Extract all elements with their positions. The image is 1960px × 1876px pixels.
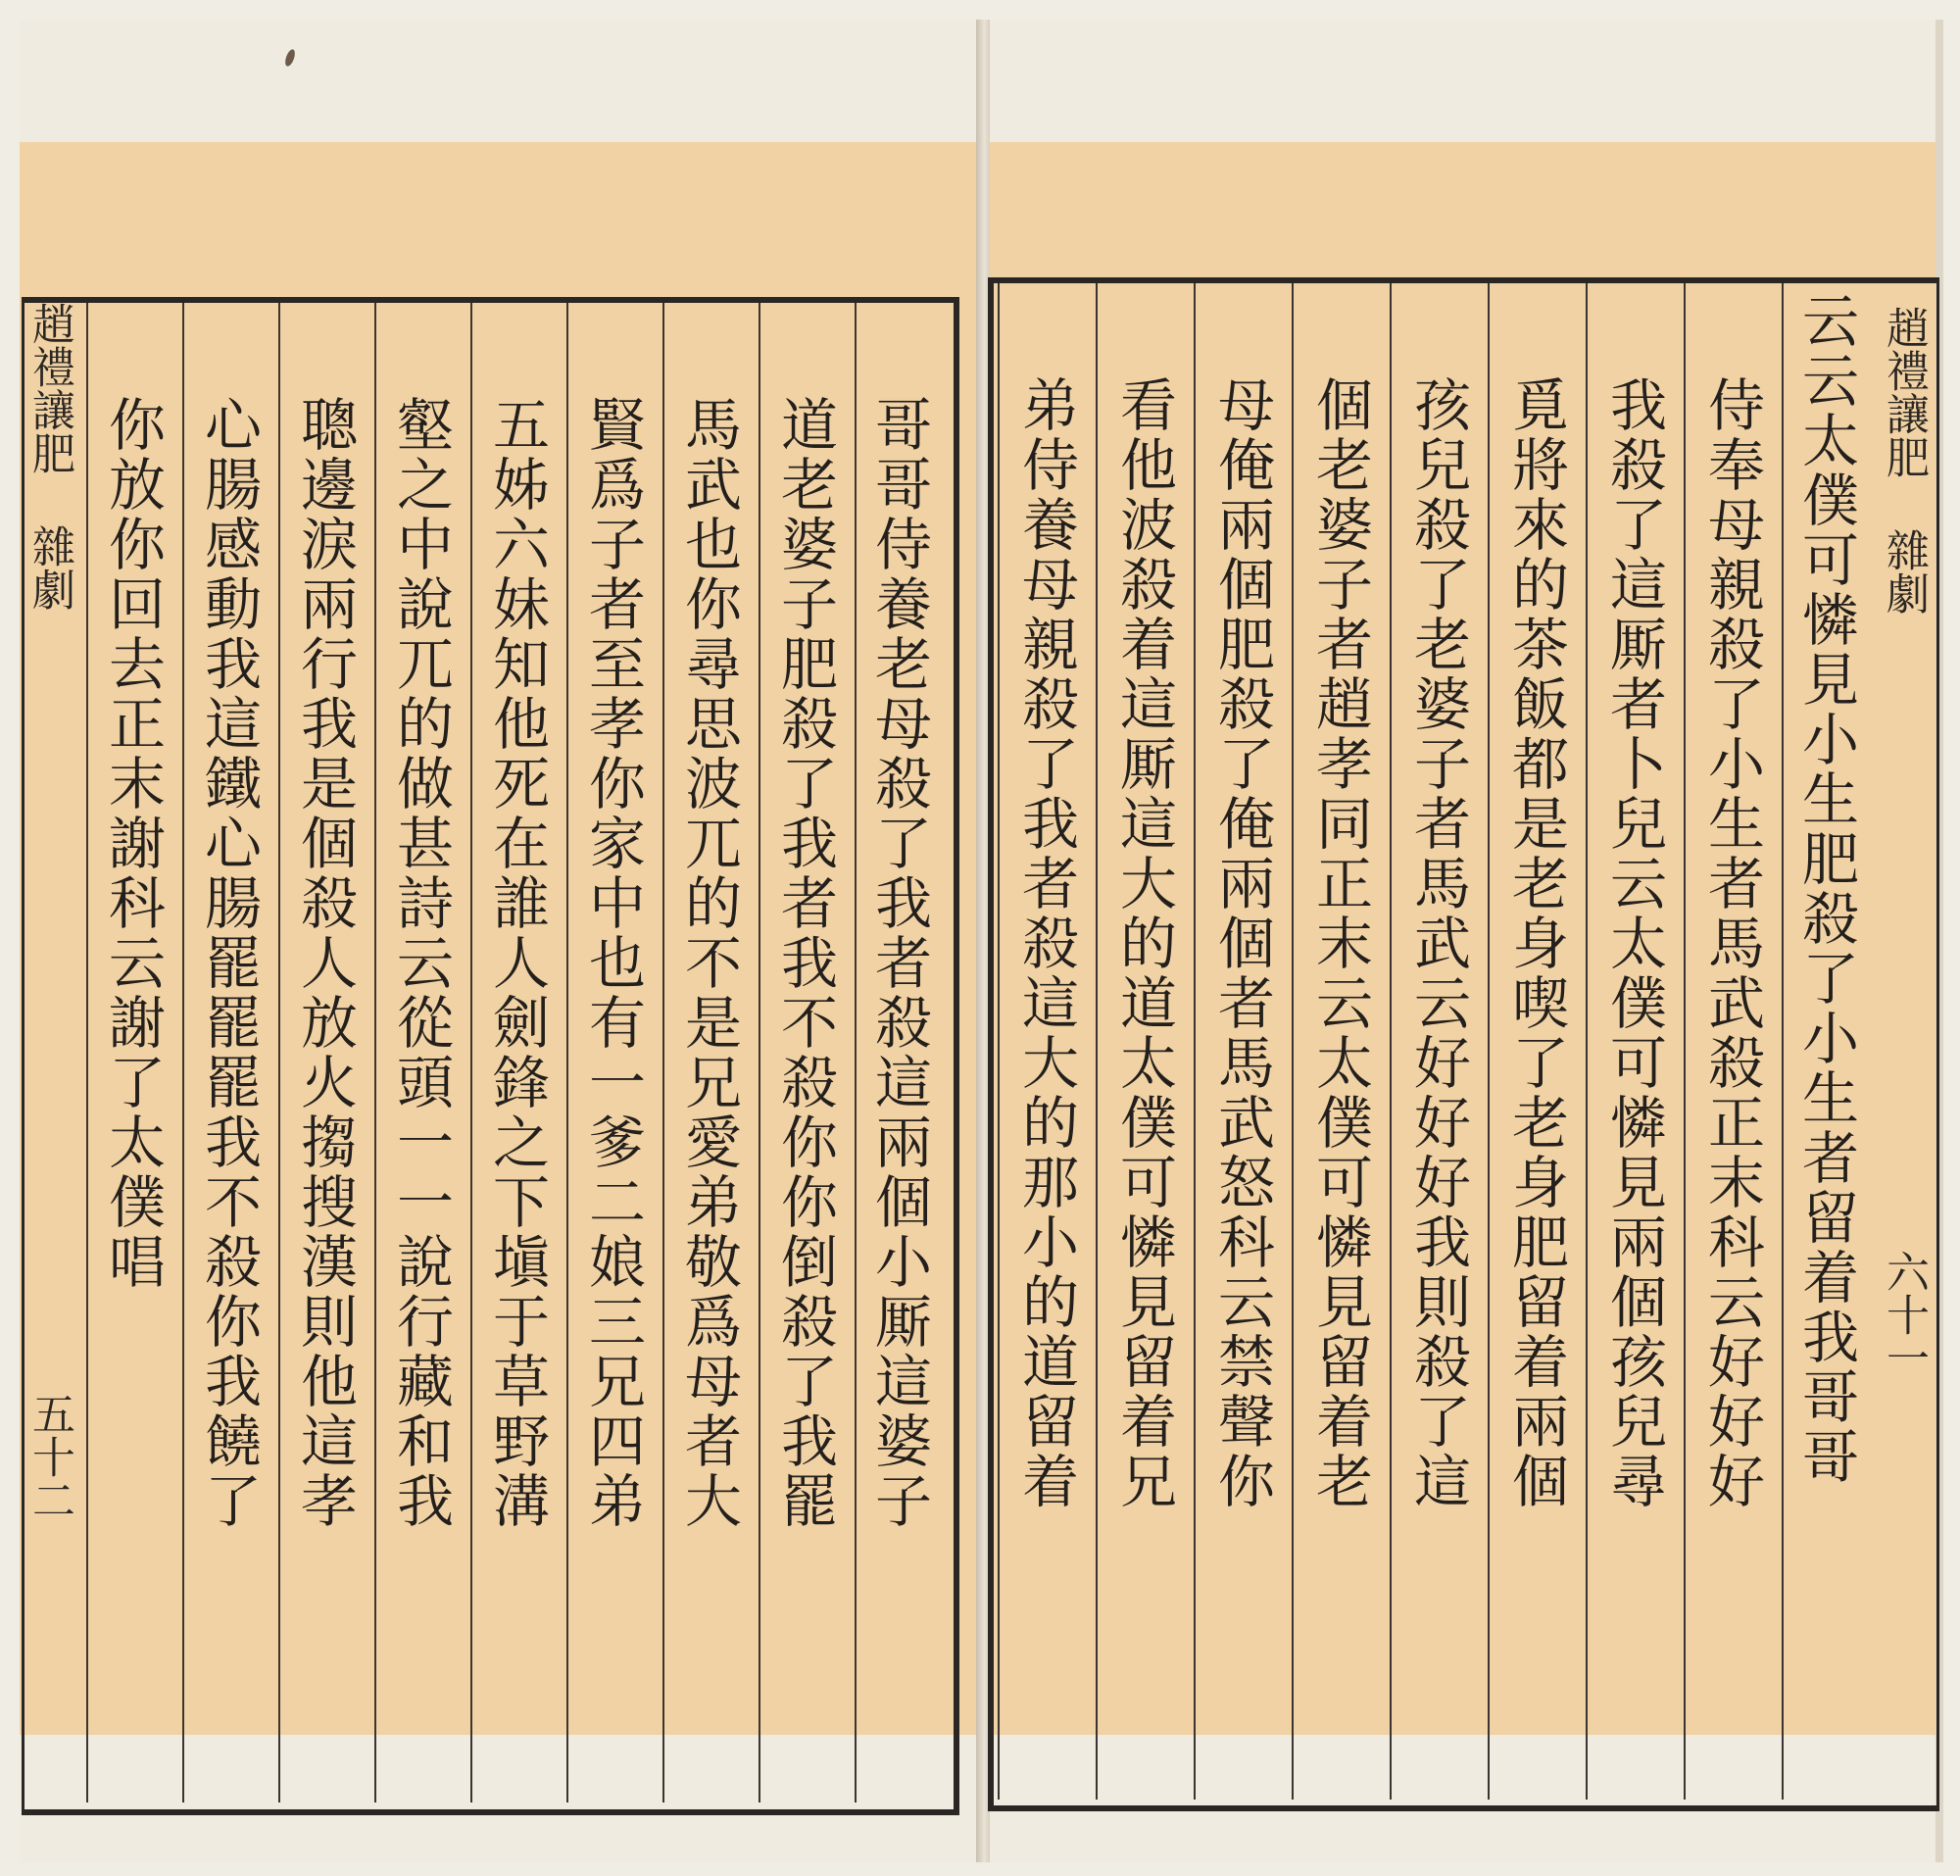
right-column-9 xyxy=(998,283,1098,1800)
column-text: 弟侍養母親殺了我者殺這大的那小的道留着 xyxy=(1012,375,1079,1511)
column-text: 聰邊淚兩行我是個殺人放火搊搜漢則他這孝 xyxy=(291,395,358,1531)
left-column-2 xyxy=(759,303,857,1802)
right-column-1 xyxy=(1782,283,1878,1800)
right-margin-title: 趙禮讓肥 雜劇 xyxy=(1879,306,1929,615)
column-text: 賢爲子者至孝你家中也有一爹二娘三兄四弟 xyxy=(579,395,646,1531)
left-margin-title: 趙禮讓肥 雜劇 xyxy=(24,302,74,611)
column-text: 心腸感動我這鐵心腸罷罷罷我不殺你我饒了 xyxy=(195,395,262,1531)
column-text: 你放你回去正末謝科云謝了太僕唱 xyxy=(99,395,166,1292)
column-text: 壑之中說兀的做甚詩云從頭一一說行藏和我 xyxy=(387,395,454,1531)
right-column-2 xyxy=(1684,283,1784,1800)
right-page-number: 六十一 xyxy=(1879,1250,1929,1379)
column-text: 馬武也你尋思波兀的不是兄愛弟敬爲母者大 xyxy=(675,395,742,1531)
left-column-7 xyxy=(278,303,376,1802)
column-text: 侍奉母親殺了小生者馬武殺正末科云好好好 xyxy=(1698,375,1765,1511)
column-text: 看他波殺着這厮這大的道太僕可憐見留着兄 xyxy=(1110,375,1177,1511)
left-page-number: 五十二 xyxy=(24,1392,74,1521)
right-column-4 xyxy=(1488,283,1588,1800)
right-column-5 xyxy=(1390,283,1490,1800)
left-column-4 xyxy=(566,303,664,1802)
column-text: 孩兒殺了老婆子者馬武云好好好我則殺了這 xyxy=(1404,375,1471,1511)
left-column-6 xyxy=(374,303,472,1802)
left-column-1 xyxy=(855,303,951,1802)
column-text: 五姊六妹知他死在誰人劍鋒之下塡于草野溝 xyxy=(483,395,550,1531)
column-text: 個老婆子者趙孝同正末云太僕可憐見留着老 xyxy=(1306,375,1373,1511)
column-text: 覓將來的茶飯都是老身喫了老身肥留着兩個 xyxy=(1502,375,1569,1511)
right-column-3 xyxy=(1586,283,1686,1800)
column-text: 云云太僕可憐見小生肥殺了小生者留着我哥哥 xyxy=(1792,291,1859,1487)
right-column-7 xyxy=(1194,283,1294,1800)
right-column-8 xyxy=(1096,283,1196,1800)
left-column-9 xyxy=(86,303,184,1802)
column-text: 道老婆子肥殺了我者我不殺你你倒殺了我罷 xyxy=(771,395,838,1531)
left-column-8 xyxy=(182,303,280,1802)
column-text: 我殺了這厮者卜兒云太僕可憐見兩個孩兒尋 xyxy=(1600,375,1667,1511)
left-column-3 xyxy=(662,303,760,1802)
right-column-6 xyxy=(1292,283,1392,1800)
column-text: 哥哥侍養老母殺了我者殺這兩個小厮這婆子 xyxy=(865,395,932,1531)
column-text: 母俺兩個肥殺了俺兩個者馬武怒科云禁聲你 xyxy=(1208,375,1275,1511)
left-column-5 xyxy=(470,303,568,1802)
